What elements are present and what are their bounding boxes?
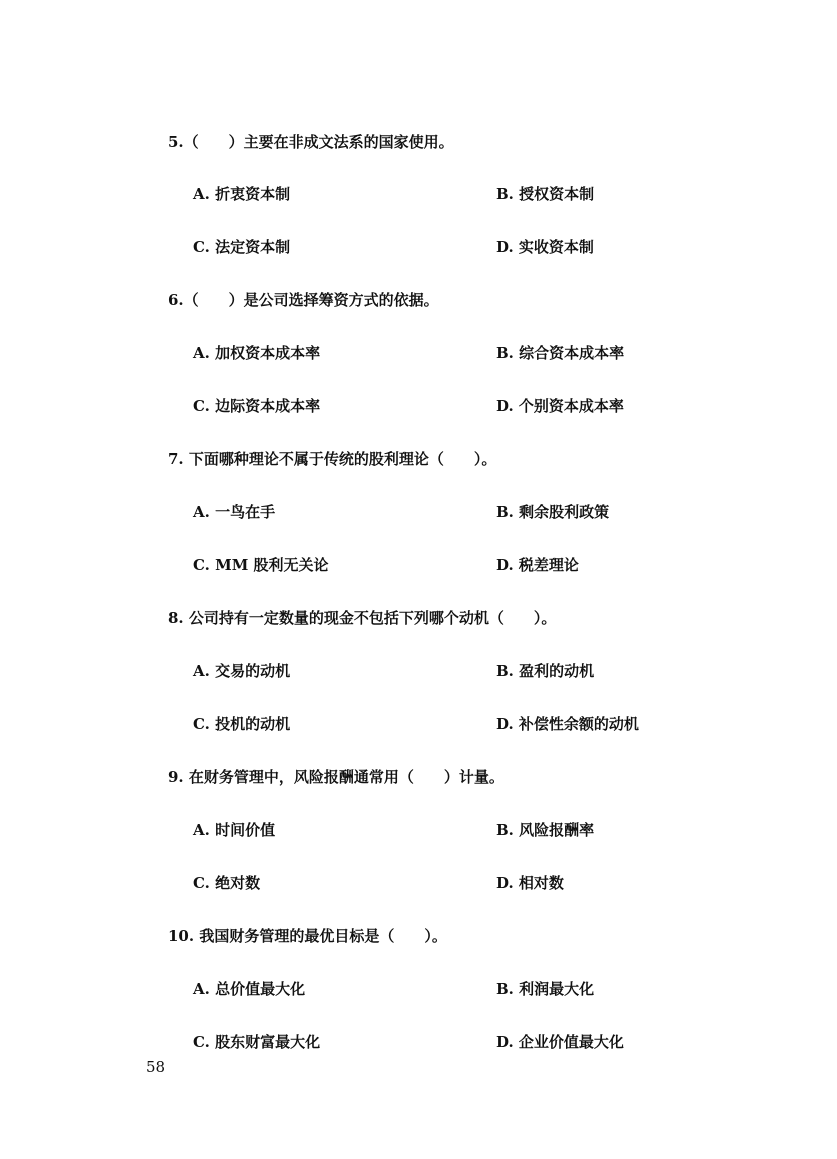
question-stem: 9. 在财务管理中，风险报酬通常用（ ）计量。 — [168, 768, 504, 786]
option-d: D. 企业价值最大化 — [496, 1033, 624, 1051]
option-a: A. 总价值最大化 — [193, 980, 306, 998]
option-c: C. 绝对数 — [193, 874, 261, 892]
option-b: B. 综合资本成本率 — [496, 344, 625, 362]
option-c: C. 投机的动机 — [193, 715, 291, 733]
option-a: A. 时间价值 — [193, 821, 276, 839]
option-b: B. 授权资本制 — [496, 185, 595, 203]
option-a: A. 一鸟在手 — [193, 503, 276, 521]
option-a: A. 加权资本成本率 — [193, 344, 321, 362]
option-b: B. 利润最大化 — [496, 980, 595, 998]
page-number: 58 — [146, 1058, 166, 1076]
option-d: D. 补偿性余额的动机 — [496, 715, 639, 733]
option-d: D. 实收资本制 — [496, 238, 594, 256]
option-d: D. 税差理论 — [496, 556, 579, 574]
option-c: C. 边际资本成本率 — [193, 397, 321, 415]
option-c: C. 股东财富最大化 — [193, 1033, 321, 1051]
option-c: C. 法定资本制 — [193, 238, 291, 256]
question-stem: 8. 公司持有一定数量的现金不包括下列哪个动机（ ）。 — [168, 609, 557, 627]
option-b: B. 盈利的动机 — [496, 662, 595, 680]
option-b: B. 剩余股利政策 — [496, 503, 610, 521]
option-c: C. MM 股利无关论 — [193, 556, 329, 574]
question-stem: 5.（ ）主要在非成文法系的国家使用。 — [168, 133, 454, 151]
option-d: D. 相对数 — [496, 874, 564, 892]
question-stem: 6.（ ）是公司选择筹资方式的依据。 — [168, 291, 439, 309]
option-b: B. 风险报酬率 — [496, 821, 595, 839]
option-a: A. 交易的动机 — [193, 662, 291, 680]
option-d: D. 个别资本成本率 — [496, 397, 624, 415]
question-stem: 7. 下面哪种理论不属于传统的股利理论（ ）。 — [168, 450, 497, 468]
option-a: A. 折衷资本制 — [193, 185, 291, 203]
question-stem: 10. 我国财务管理的最优目标是（ ）。 — [168, 927, 447, 945]
